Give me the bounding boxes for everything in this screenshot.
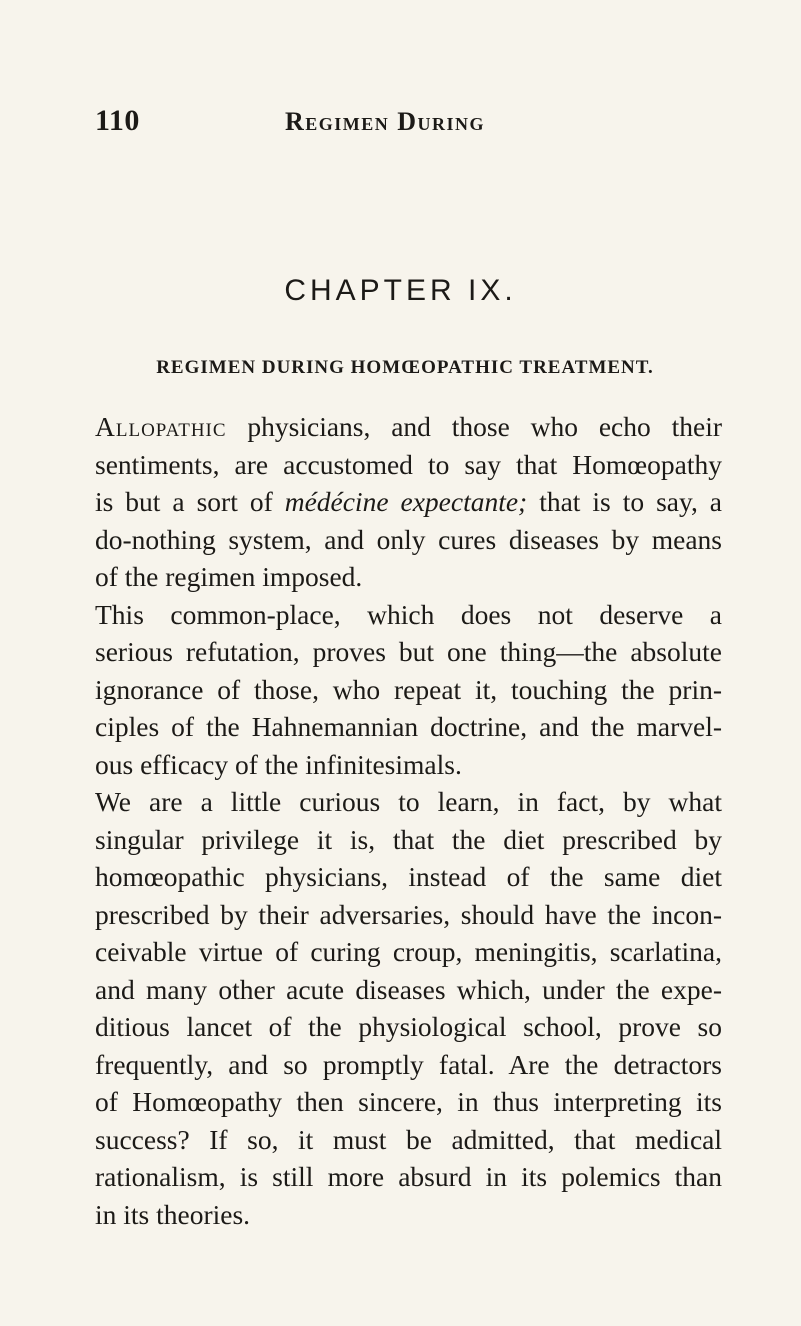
text-line: We are a little curious to learn, in fact, by what xyxy=(95,786,722,817)
text-line: success? If so, it must be admitted, that medical xyxy=(95,1123,722,1155)
text-line: ignorance of those, who repeat it, touching the prin- xyxy=(95,673,722,705)
text-line: is but a sort of médécine expectante; that is to say, a xyxy=(95,486,722,517)
page-number: 110 xyxy=(95,104,140,137)
chapter-subtitle: REGIMEN DURING HOMŒOPATHIC TREATMENT. xyxy=(156,357,654,378)
text-line: homœopathic physicians, instead of the same diet xyxy=(95,861,722,892)
text-line: rationalism, is still more absurd in its polemics than xyxy=(95,1161,722,1192)
text-line: ceivable virtue of curing croup, meningitis, scarlatina, xyxy=(95,936,722,967)
text-line: singular privilege it is, that the diet prescribed by xyxy=(95,823,722,855)
text-line: and many other acute diseases which, under the expe- xyxy=(95,973,722,1005)
running-title: Regimen During xyxy=(285,107,486,136)
lead-word: Allopathic xyxy=(95,411,227,442)
text-line: do-nothing system, and only cures diseases by means xyxy=(95,523,722,555)
text-line: of the regimen imposed. xyxy=(95,561,363,592)
text-line: ous efficacy of the infinitesimals. xyxy=(95,748,462,780)
text-line: ditious lancet of the physiological school, prove so xyxy=(95,1011,722,1042)
running-head xyxy=(95,104,715,138)
chapter-title: CHAPTER IX. xyxy=(284,274,517,307)
text-line: of Homœopathy then sincere, in thus interpreting its xyxy=(95,1086,722,1117)
text-line: prescribed by their adversaries, should have the incon- xyxy=(95,898,722,930)
text-line: This common-place, which does not deserve a xyxy=(95,598,722,630)
body-text xyxy=(95,408,722,1233)
italic-phrase: médécine expectante; xyxy=(284,486,528,517)
text-line: in its theories. xyxy=(95,1198,251,1230)
text-line: ciples of the Hahnemannian doctrine, and the marvel- xyxy=(95,711,722,742)
text-line: Allopathic physicians, and those who echo their xyxy=(95,411,722,442)
text-line: serious refutation, proves but one thing—the absolute xyxy=(95,636,722,667)
text-line: sentiments, are accustomed to say that Homœopathy xyxy=(95,448,722,480)
text-line: frequently, and so promptly fatal. Are the detractors xyxy=(95,1048,722,1080)
